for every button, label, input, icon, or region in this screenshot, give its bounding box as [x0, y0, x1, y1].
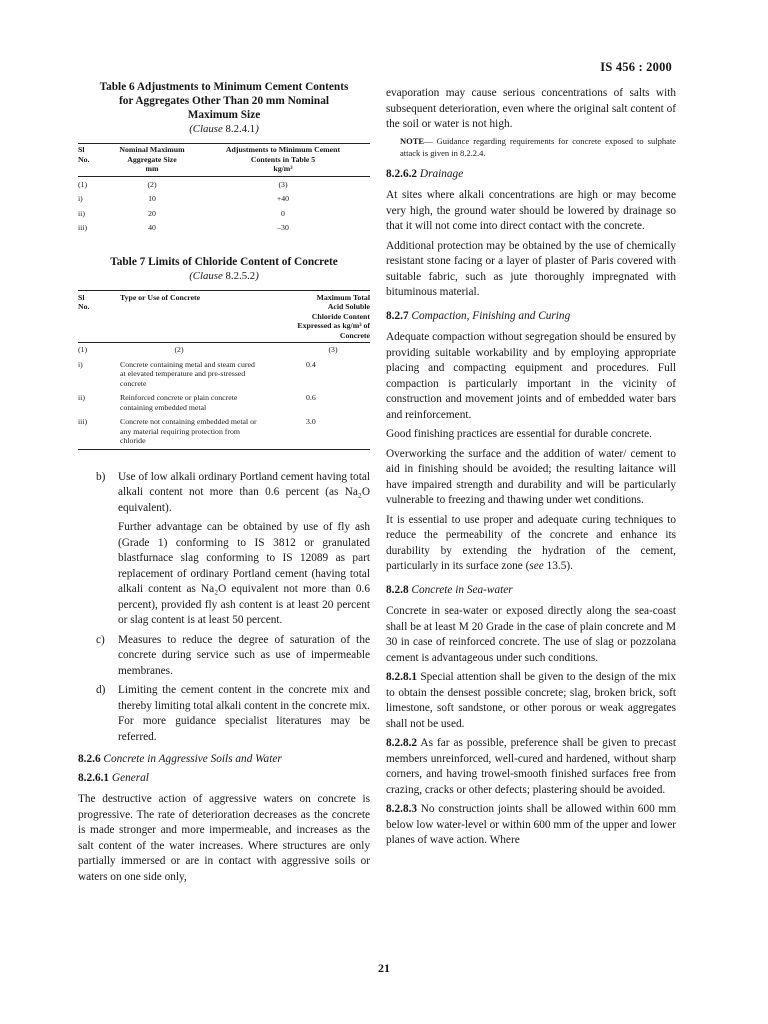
paragraph-drainage-1: At sites where alkali concentrations are high or may become very high, the ground water should be lowered by drainage so that it will not come into direct contact with the concrete. — [386, 189, 676, 232]
table7-header-sl: Sl No. — [78, 292, 90, 311]
paragraph-8-2-8-2: 8.2.8.2 As far as possible, preference shall be given to precast members unreinforced, well-cured and hardened, without sharp corners, and having trowel-smooth finished surfaces free from crazing, cracks or other defects; plastering should be avoided. — [386, 737, 676, 796]
table6-header-sl: Sl No. — [78, 145, 90, 164]
cell: 0.4 — [306, 359, 316, 369]
cell: ii) — [78, 393, 85, 402]
table7-header-chloride: Maximum Total Acid Soluble Chloride Content Expressed as kg/m³ of Concrete — [297, 292, 370, 340]
paragraph-evaporation: evaporation may cause serious concentrations of salts with subsequent deterioration, even where the original salt content of the soil or water is not high. — [386, 87, 676, 130]
cell: (3) — [328, 345, 338, 354]
cell: 20 — [148, 208, 156, 218]
cell: 40 — [148, 223, 156, 232]
paragraph-compaction-3: Overworking the surface and the addition of water/ cement to aid in finishing should be avoided; the resulting laitance will have impaired strength and durability and will be particularly vulnerable to freezing and thawing under wet conditions. — [386, 447, 676, 506]
table6-clause: (Clause 8.2.4.1) — [189, 123, 259, 135]
section-heading-8-2-6: 8.2.6 Concrete in Aggressive Soils and Water — [78, 753, 282, 765]
table6-header-size: Nominal Maximum Aggregate Size mm — [119, 145, 185, 173]
cell: 0.6 — [306, 393, 316, 402]
page-number: 21 — [378, 961, 390, 975]
table7-clause: (Clause 8.2.5.2) — [189, 269, 259, 282]
table6-header-adjustment: Adjustments to Minimum Cement Contents in Table 5 kg/m³ — [225, 145, 341, 173]
standard-header: IS 456 : 2000 — [600, 60, 672, 74]
list-text: Measures to reduce the degree of saturation of the concrete during service such as use of impermeable membranes. — [118, 633, 370, 677]
cell: iii) — [78, 223, 88, 232]
table6-header-row — [78, 144, 370, 177]
table-row — [78, 220, 370, 235]
cell: (3) — [278, 179, 288, 189]
paragraph-compaction-4: It is essential to use proper and adequate curing techniques to reduce the permeability of the concrete and enhance its durability by extending the hydration of the cement, particularly in its surface zone (see 13.5). — [386, 513, 676, 572]
table7-caption: Table 7 Limits of Chloride Content of Concrete — [110, 255, 338, 268]
list-text: Use of low alkali ordinary Portland cement having total alkali content not more than 0.6 percent (as Na₂O equivalent). — [118, 470, 370, 514]
paragraph-compaction-1: Adequate compaction without segregation should be ensured by providing suitable workability and by employing appropriate placing and compacting equipment and procedures. Full compaction is particularly important in the vicinity of construction and movement joints and of embedded water bars and reinforcement. — [386, 331, 676, 421]
cell: 10 — [148, 194, 156, 203]
section-heading-8-2-8: 8.2.8 Concrete in Sea-water — [386, 583, 513, 596]
table-row — [78, 343, 370, 358]
cell: i) — [78, 194, 83, 203]
list-label: b) — [96, 470, 106, 483]
cell: +40 — [276, 194, 290, 203]
table-row — [78, 176, 370, 191]
paragraph-drainage-2: Additional protection may be obtained by the use of chemically resistant stone facing or a layer of plaster of Paris covered with suitable fabric, such as jute thoroughly impregnated with bituminous material. — [386, 239, 676, 298]
cell: 0 — [281, 208, 285, 218]
paragraph-sea-water: Concrete in sea-water or exposed directly along the sea-coast shall be at least M 20 Grade in the case of plain concrete and M 30 in case of reinforced concrete. The use of slag or pozzolana cement is advantageous under such conditions. — [386, 605, 676, 664]
cell: ii) — [78, 208, 85, 218]
table6 — [78, 143, 370, 235]
cell: (1) — [78, 179, 88, 189]
table7-header-row — [78, 290, 370, 343]
table7-header-type: Type or Use of Concrete — [120, 292, 201, 302]
table-row — [78, 358, 370, 392]
section-heading-8-2-6-2: 8.2.6.2 Drainage — [386, 167, 464, 180]
paragraph-8-2-8-1: 8.2.8.1 Special attention shall be given to the design of the mix to obtain the densest possible concrete; slag, broken brick, soft limestone, soft sandstone, or other porous or weak aggregates shall not be used. — [386, 671, 676, 730]
cell: Concrete containing metal and steam cured at elevated temperature and pre-stressed concrete — [120, 359, 255, 388]
section-heading-8-2-6-1: 8.2.6.1 General — [78, 771, 149, 784]
table-row — [78, 391, 370, 415]
table-row — [78, 415, 370, 449]
cell: iii) — [78, 417, 88, 426]
paragraph-8-2-8-3: 8.2.8.3 No construction joints shall be allowed within 600 mm below low water-level or within 600 mm of the upper and lower planes of wave action. Where — [386, 803, 676, 846]
paragraph-aggressive-waters: The destructive action of aggressive waters on concrete is progressive. The rate of deterioration decreases as the concrete is made stronger and more impermeable, and increases as the salt content of the water increases. Where structures are only partially immersed or are in contact with aggressive soils or waters on one side only, — [78, 793, 370, 883]
list-item-d — [96, 683, 370, 745]
paragraph-compaction-2: Good finishing practices are essential for durable concrete. — [386, 428, 652, 440]
cell: (1) — [78, 345, 88, 354]
cell: Concrete not containing embedded metal or any material requiring protection from chloride — [120, 417, 257, 445]
table-row — [78, 206, 370, 221]
cell: i) — [78, 359, 83, 369]
list-item-b — [96, 470, 370, 517]
table6-caption: Table 6 Adjustments to Minimum Cement Contents for Aggregates Other Than 20 mm Nominal Maximum Size — [99, 81, 349, 121]
note: NOTE— Guidance regarding requirements for concrete exposed to sulphate attack is given in 8.2.2.4. — [400, 135, 676, 158]
cell: 3.0 — [306, 417, 316, 426]
cell: –30 — [277, 223, 289, 232]
list-label: d) — [96, 684, 106, 696]
right-column — [386, 86, 676, 849]
cell: (2) — [147, 179, 157, 189]
cell: (2) — [174, 345, 184, 354]
cell: Reinforced concrete or plain concrete containing embedded metal — [120, 393, 238, 412]
left-column — [78, 80, 370, 885]
table-row — [78, 191, 370, 206]
list-item-c — [96, 633, 370, 680]
list-text: Limiting the cement content in the concrete mix and thereby limiting total alkali content in the concrete mix. For more guidance specialist literatures may be referred. — [118, 684, 370, 743]
table7 — [78, 290, 370, 450]
section-heading-8-2-7: 8.2.7 Compaction, Finishing and Curing — [386, 309, 571, 322]
list-item-b-continued: Further advantage can be obtained by use of fly ash (Grade 1) conforming to IS 3812 or granulated blastfurnace slag conforming to IS 12089 as part replacement of ordinary Portland cement (having total alkali content as Na₂O equivalent not more than 0.6 percent), provided fly ash content is at least 20 percent or slag content is at least 50 percent. — [118, 521, 370, 626]
list-label: c) — [96, 633, 105, 646]
